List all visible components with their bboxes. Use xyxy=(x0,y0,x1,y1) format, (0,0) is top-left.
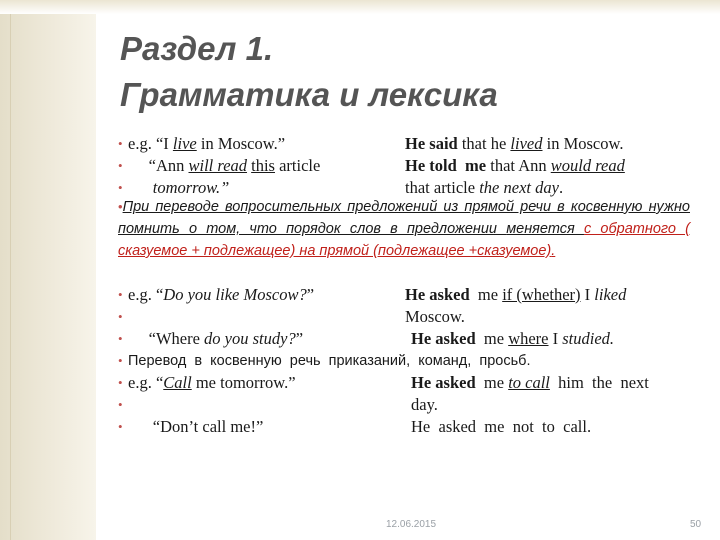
example-row-8 xyxy=(118,372,698,394)
direct-speech: tomorrow.” xyxy=(128,178,230,197)
verb-to-call: to call xyxy=(508,373,550,392)
example-row-2 xyxy=(118,155,698,177)
reported-speech: day. xyxy=(411,395,438,414)
text: me xyxy=(469,285,503,304)
text: e.g. “ xyxy=(128,373,164,392)
text: him the next xyxy=(549,373,649,392)
text: He told me xyxy=(405,156,487,175)
text: in Moscow.” xyxy=(196,134,286,153)
rule-heading: Перевод в косвенную речь приказаний, команд, просьб. xyxy=(128,353,531,369)
text: e.g. “I xyxy=(128,134,173,153)
text: that Ann xyxy=(486,156,551,175)
decorative-top-band xyxy=(0,0,720,14)
verb-will-read: will read xyxy=(188,156,248,175)
text: article xyxy=(274,156,321,175)
rule-highlight: с обратного ( сказуемое + подлежащее) на прямой (подлежащее +сказуемое) xyxy=(118,221,690,259)
word-where: where xyxy=(508,329,549,348)
footer-date: 12.06.2015 xyxy=(386,519,437,530)
title-line-2: Грамматика и лексика xyxy=(120,76,498,113)
text: I xyxy=(580,285,595,304)
bullet: • xyxy=(118,375,123,390)
text: me xyxy=(475,373,509,392)
word-if-whether: if (whether) xyxy=(502,285,581,304)
question: do you study? xyxy=(204,329,296,348)
reported-speech xyxy=(405,133,623,155)
bullet: • xyxy=(118,331,123,346)
verb-call: Call xyxy=(163,373,192,392)
verb-would-read: would read xyxy=(550,156,625,175)
text: He asked xyxy=(411,329,476,348)
text: me xyxy=(475,329,509,348)
direct-speech xyxy=(128,284,314,306)
text: e.g. “ xyxy=(128,285,164,304)
example-row-1 xyxy=(118,133,698,155)
bullet: • xyxy=(118,158,123,173)
reported-speech xyxy=(411,372,649,394)
bullet: • xyxy=(118,287,123,302)
phrase-next-day: the next day xyxy=(479,178,559,197)
text: that he xyxy=(457,134,511,153)
bullet: • xyxy=(118,309,123,324)
text: ” xyxy=(306,285,315,304)
title-line-1: Раздел 1. xyxy=(120,30,274,67)
reported-speech xyxy=(405,155,625,177)
verb-studied: studied. xyxy=(562,329,615,348)
direct-speech xyxy=(128,372,296,394)
example-row-5 xyxy=(118,306,698,328)
decorative-left-band xyxy=(0,0,96,540)
example-row-4 xyxy=(118,284,698,306)
text: He asked xyxy=(411,373,476,392)
text: He asked xyxy=(405,285,470,304)
rule-text: . xyxy=(551,243,556,259)
bullet: • xyxy=(118,397,123,412)
text: that article xyxy=(405,178,480,197)
verb-live: live xyxy=(172,134,197,153)
example-row-7 xyxy=(118,350,698,372)
text: . xyxy=(558,178,564,197)
reported-speech xyxy=(405,284,626,306)
text: ” xyxy=(295,329,304,348)
example-row-6 xyxy=(118,328,698,350)
slide-title xyxy=(120,26,498,118)
text: me tomorrow.” xyxy=(191,373,296,392)
word-this: this xyxy=(251,156,275,175)
example-row-10 xyxy=(118,416,698,438)
text: in Moscow. xyxy=(542,134,624,153)
bullet: • xyxy=(118,136,123,151)
question: Do you like Moscow? xyxy=(163,285,307,304)
verb-lived: lived xyxy=(510,134,543,153)
bullet: • xyxy=(118,353,123,368)
verb-liked: liked xyxy=(594,285,627,304)
direct-speech xyxy=(128,133,285,155)
text: “Ann xyxy=(128,156,189,175)
reported-speech: Moscow. xyxy=(405,307,465,326)
page-number: 50 xyxy=(690,519,702,530)
reported-speech xyxy=(411,328,614,350)
direct-speech: “Don’t call me!” xyxy=(128,417,264,436)
rule-text: меняется xyxy=(506,221,584,237)
text: I xyxy=(548,329,563,348)
bullet: • xyxy=(118,419,123,434)
text: “Where xyxy=(128,329,205,348)
bullet: • xyxy=(118,180,123,195)
reported-speech: He asked me not to call. xyxy=(411,417,592,436)
bullet: • xyxy=(118,199,123,214)
rule-text: При переводе вопросительных предложений из прямой речи в косвенную нужно помнить о том, что порядок слов в предложении xyxy=(118,199,690,237)
direct-speech xyxy=(128,328,303,350)
text: He said xyxy=(405,134,458,153)
rule-paragraph xyxy=(118,196,690,262)
example-row-9 xyxy=(118,394,698,416)
direct-speech xyxy=(128,155,320,177)
